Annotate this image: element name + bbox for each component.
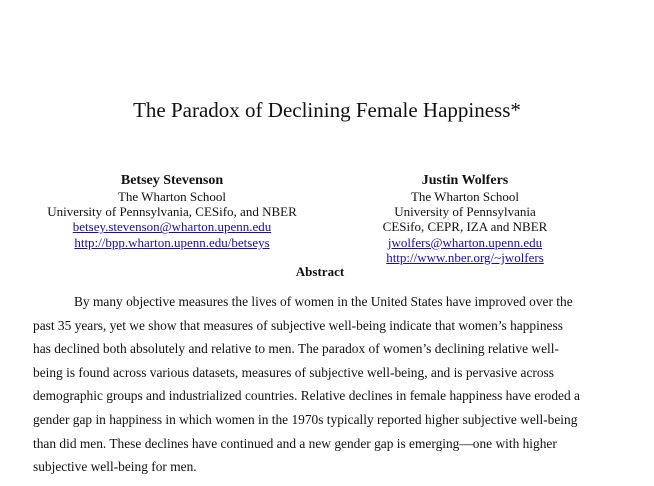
abstract-line: subjective well-being for men. (33, 459, 197, 475)
author-affiliation: The Wharton School (117, 189, 227, 204)
author-affiliation: The Wharton School (410, 189, 520, 204)
author-block-stevenson (30, 172, 314, 250)
author-affiliation: University of Pennsylvania, CESifo, and NBER (47, 204, 297, 220)
abstract-line: past 35 years, yet we show that measures of subjective well-being indicate that women’s happiness (33, 317, 563, 333)
paper-title: The Paradox of Declining Female Happiness* (133, 98, 521, 122)
abstract-line: than did men. These declines have continued and a new gender gap is emerging—one with higher (33, 435, 557, 451)
author-email-link[interactable]: betsey.stevenson@wharton.upenn.edu (72, 219, 272, 235)
author-affiliation: CESifo, CEPR, IZA and NBER (382, 219, 548, 235)
author-homepage-link[interactable]: http://www.nber.org/~jwolfers (386, 249, 544, 265)
author-affiliation: University of Pennsylvania (394, 204, 536, 220)
abstract-line: gender gap in happiness in which women in the 1970s typically reported higher subjective well-being (33, 411, 578, 427)
abstract-line: being is found across various datasets, measures of subjective well-being, and is pervasive across (33, 364, 554, 380)
author-email-link[interactable]: jwolfers@wharton.upenn.edu (387, 234, 543, 250)
author-homepage-link[interactable]: http://bpp.wharton.upenn.edu/betseys (74, 234, 270, 250)
author-name: Justin Wolfers (421, 173, 509, 188)
author-name: Betsey Stevenson (120, 173, 224, 188)
author-block-wolfers (345, 172, 585, 265)
abstract-heading: Abstract (295, 264, 345, 279)
abstract-line: has declined both absolutely and relative to men. The paradox of women’s declining relative well- (33, 341, 559, 357)
abstract-line: By many objective measures the lives of women in the United States have improved over the (74, 294, 573, 309)
abstract-body (33, 290, 625, 479)
abstract-line: demographic groups and industrialized countries. Relative declines in female happiness have eroded a (33, 388, 580, 404)
